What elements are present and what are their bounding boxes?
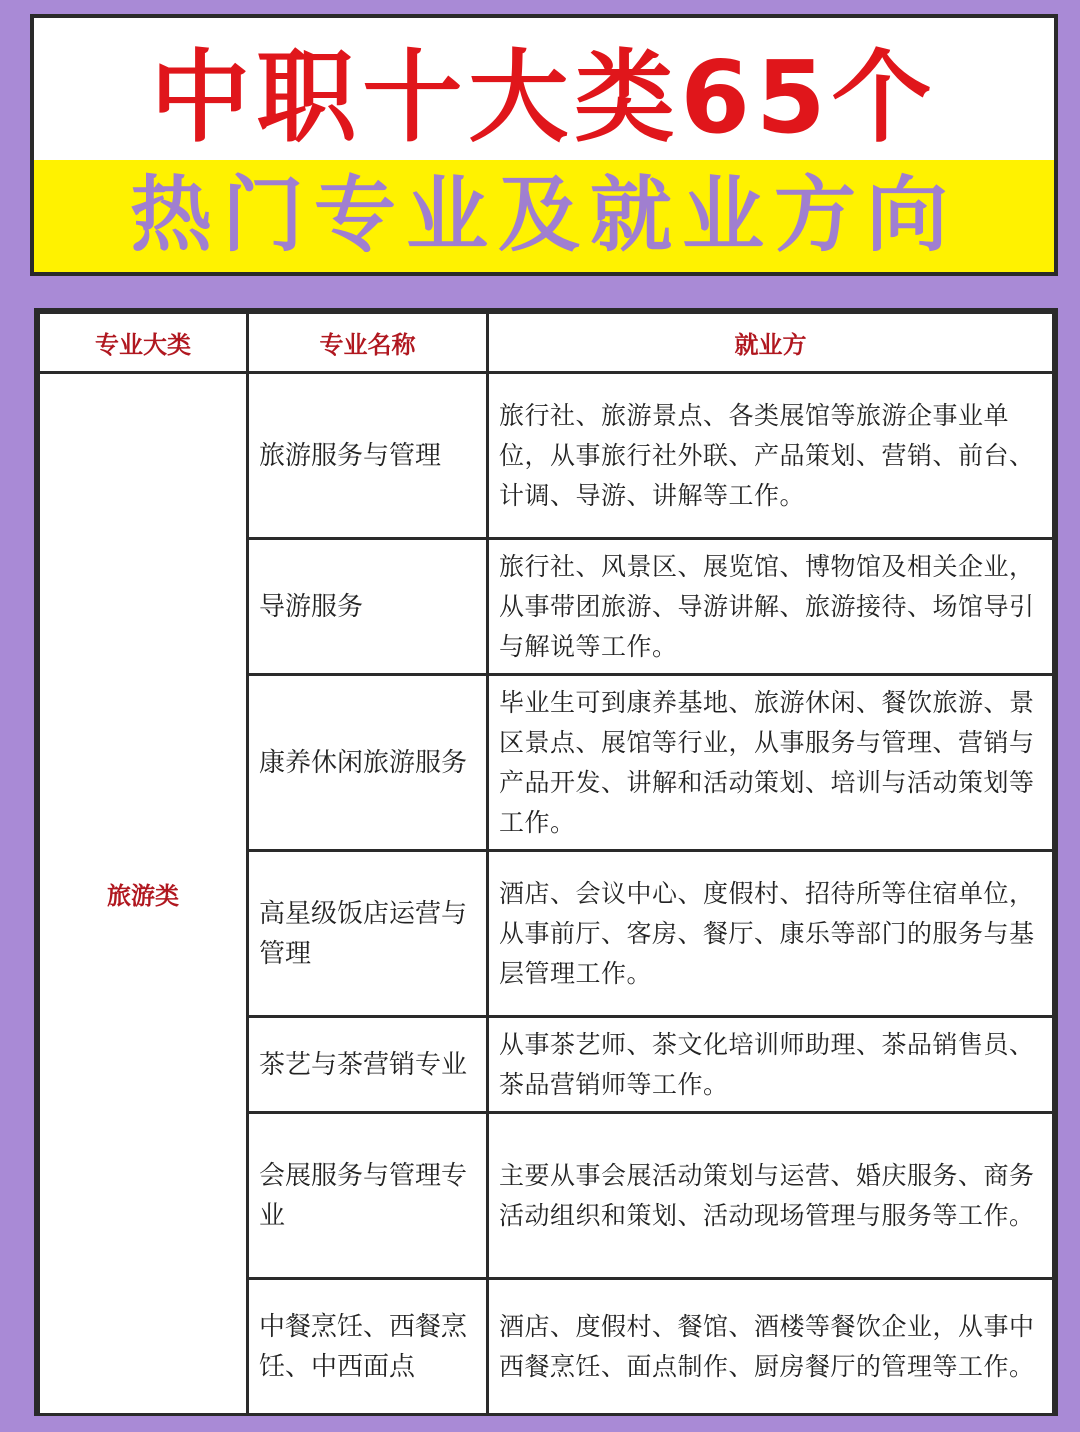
major-name-cell: 会展服务与管理专业 bbox=[248, 1113, 488, 1279]
page-title: 中职十大类65个 bbox=[150, 39, 938, 156]
employment-cell: 从事茶艺师、茶文化培训师助理、茶品销售员、茶品营销师等工作。 bbox=[488, 1017, 1054, 1113]
major-name-cell: 中餐烹饪、西餐烹饪、中西面点 bbox=[248, 1279, 488, 1415]
employment-cell: 主要从事会展活动策划与运营、婚庆服务、商务活动组织和策划、活动现场管理与服务等工作。 bbox=[488, 1113, 1054, 1279]
table-header-row bbox=[39, 313, 1054, 373]
column-header-category: 专业大类 bbox=[39, 313, 248, 373]
category-cell: 旅游类 bbox=[39, 373, 248, 1415]
table-row bbox=[39, 373, 1054, 539]
header-banner bbox=[30, 14, 1058, 276]
employment-cell: 毕业生可到康养基地、旅游休闲、餐饮旅游、景区景点、展馆等行业，从事服务与管理、营销与产品开发、讲解和活动策划、培训与活动策划等工作。 bbox=[488, 675, 1054, 851]
major-name-cell: 导游服务 bbox=[248, 539, 488, 675]
major-name-cell: 旅游服务与管理 bbox=[248, 373, 488, 539]
subtitle-band bbox=[34, 160, 1054, 272]
column-header-employment: 就业方 bbox=[488, 313, 1054, 373]
major-name-cell: 高星级饭店运营与管理 bbox=[248, 851, 488, 1017]
column-header-major-name: 专业名称 bbox=[248, 313, 488, 373]
page-subtitle: 热门专业及就业方向 bbox=[129, 168, 958, 263]
majors-table bbox=[34, 308, 1058, 1416]
employment-cell: 旅行社、旅游景点、各类展馆等旅游企事业单位，从事旅行社外联、产品策划、营销、前台、计调、导游、讲解等工作。 bbox=[488, 373, 1054, 539]
employment-cell: 酒店、度假村、餐馆、酒楼等餐饮企业，从事中西餐烹饪、面点制作、厨房餐厅的管理等工作。 bbox=[488, 1279, 1054, 1415]
major-name-cell: 康养休闲旅游服务 bbox=[248, 675, 488, 851]
major-name-cell: 茶艺与茶营销专业 bbox=[248, 1017, 488, 1113]
employment-cell: 酒店、会议中心、度假村、招待所等住宿单位，从事前厅、客房、餐厅、康乐等部门的服务与基层管理工作。 bbox=[488, 851, 1054, 1017]
employment-cell: 旅行社、风景区、展览馆、博物馆及相关企业，从事带团旅游、导游讲解、旅游接待、场馆导引与解说等工作。 bbox=[488, 539, 1054, 675]
